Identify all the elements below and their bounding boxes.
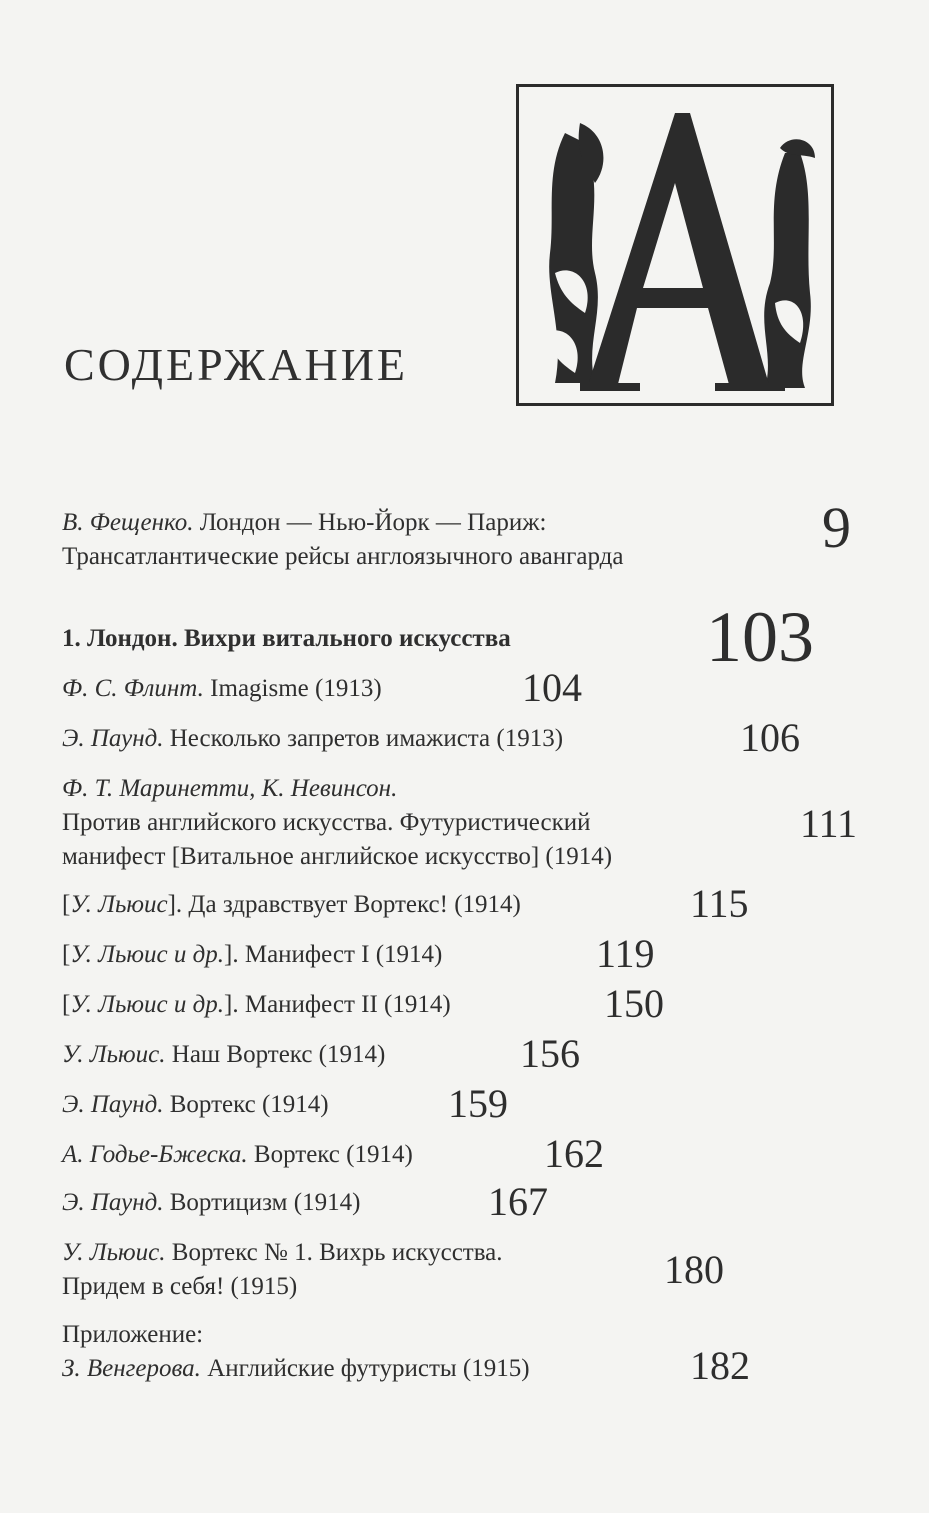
- entry-title: ]. Манифест II (1914): [224, 991, 451, 1018]
- toc-entry: [62, 722, 563, 756]
- entry-author: А. Годье-Бжеска.: [62, 1141, 248, 1168]
- page-number: 111: [800, 801, 858, 846]
- entry-title-cont: манифест [Витальное английское искусство] (1914): [62, 843, 613, 870]
- toc-entry: [62, 1186, 360, 1220]
- page-number: 104: [522, 665, 582, 710]
- entry-author: Ф. Т. Маринетти, К. Невинсон.: [62, 775, 398, 802]
- entry-author: У. Льюис: [70, 891, 168, 918]
- entry-author: Ф. С. Флинт.: [62, 675, 204, 702]
- entry-title: Наш Вортекс (1914): [165, 1041, 386, 1068]
- entry-author: Э. Паунд.: [62, 1189, 164, 1216]
- page-number: 9: [822, 495, 851, 560]
- entry-title: ]. Манифест I (1914): [224, 941, 443, 968]
- appendix-label: Приложение:: [62, 1321, 204, 1348]
- entry-title: Вортекс (1914): [163, 1091, 329, 1118]
- toc-section: [62, 622, 511, 656]
- entry-title-cont: Придем в себя! (1915): [62, 1273, 298, 1300]
- entry-title: Вортекс № 1. Вихрь искусства.: [165, 1239, 503, 1266]
- entry-title: Против английского искусства. Футуристический: [62, 809, 591, 836]
- toc-entry: [62, 1038, 385, 1072]
- entry-title-cont: Трансатлантические рейсы англоязычного авангарда: [62, 543, 624, 570]
- page-number: 150: [604, 981, 664, 1026]
- page-number: 180: [664, 1247, 724, 1292]
- toc-entry: [62, 1236, 503, 1304]
- decorative-initial: [516, 84, 834, 406]
- page-number: 115: [690, 881, 749, 926]
- entry-title: ]. Да здравствует Вортекс! (1914): [167, 891, 521, 918]
- toc-entry: [62, 1318, 530, 1386]
- page-number: 156: [520, 1031, 580, 1076]
- entry-author: У. Льюис и др.: [70, 941, 225, 968]
- entry-title: Вортицизм (1914): [163, 1189, 361, 1216]
- toc-entry: [62, 1138, 413, 1172]
- entry-author: Э. Паунд.: [62, 1091, 164, 1118]
- entry-author: В. Фещенко.: [62, 509, 194, 536]
- page-number: 103: [706, 597, 814, 677]
- page-number: 182: [690, 1343, 750, 1388]
- toc-entry: [62, 506, 623, 574]
- page-number: 159: [448, 1081, 508, 1126]
- toc-entry: [У. Льюис]. Да здравствует Вортекс! (1914): [62, 891, 521, 918]
- entry-title: Imagisme (1913): [203, 675, 382, 702]
- entry-title: Вортекс (1914): [247, 1141, 413, 1168]
- entry-title: Лондон — Нью-Йорк — Париж:: [193, 509, 547, 536]
- page-number: 106: [740, 715, 800, 760]
- toc-entry: [62, 772, 612, 874]
- page-number: 119: [596, 931, 655, 976]
- toc-entry: [У. Льюис и др.]. Манифест I (1914): [62, 941, 443, 968]
- entry-author: У. Льюис.: [62, 1041, 166, 1068]
- toc-entry: [У. Льюис и др.]. Манифест II (1914): [62, 991, 451, 1018]
- entry-title: Несколько запретов имажиста (1913): [163, 725, 564, 752]
- entry-author: З. Венгерова.: [62, 1355, 201, 1382]
- ornament-icon: [525, 93, 825, 397]
- entry-author: У. Льюис.: [62, 1239, 166, 1266]
- entry-author: У. Льюис и др.: [70, 991, 225, 1018]
- entry-author: Э. Паунд.: [62, 725, 164, 752]
- toc-entry: [62, 1088, 329, 1122]
- entry-title: Английские футуристы (1915): [200, 1355, 530, 1382]
- page-number: 162: [544, 1131, 604, 1176]
- section-title: 1. Лондон. Вихри витального искусства: [62, 625, 511, 652]
- page-title: СОДЕРЖАНИЕ: [64, 339, 409, 390]
- toc-entry: [62, 672, 382, 706]
- page-number: 167: [488, 1179, 548, 1224]
